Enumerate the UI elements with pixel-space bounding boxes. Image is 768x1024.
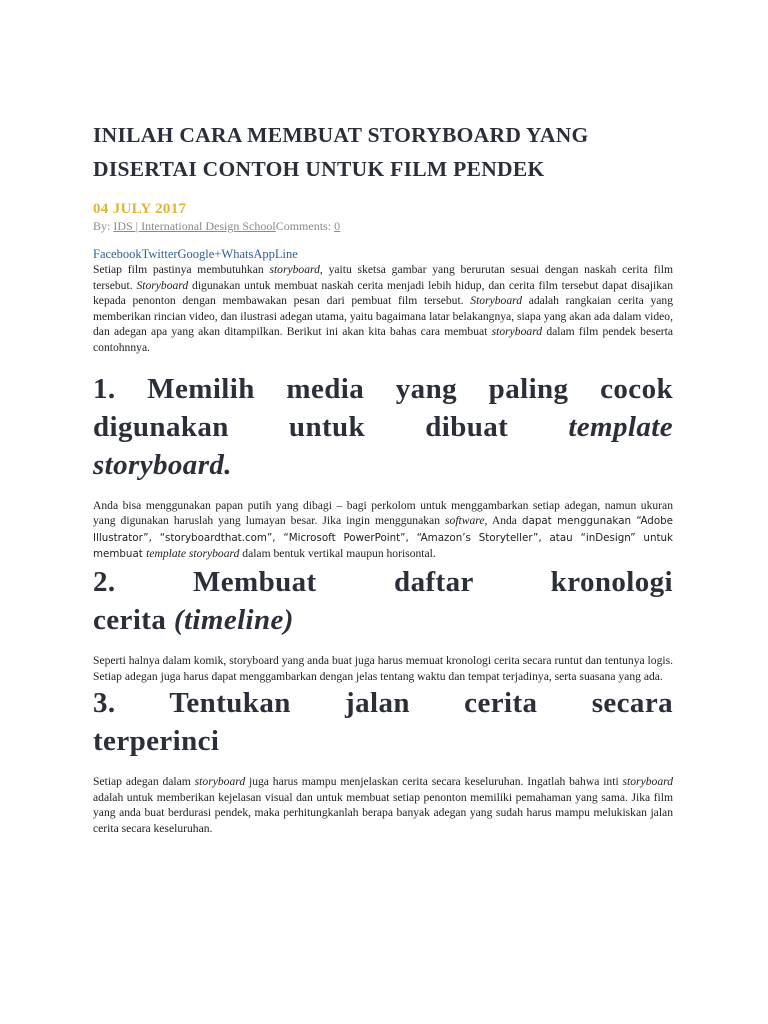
section-1-heading-line: 1. Memilih media yang paling cocok bbox=[93, 372, 673, 405]
section-1-emphasis: software bbox=[445, 514, 485, 528]
section-3-emphasis: storyboard bbox=[194, 775, 246, 789]
byline-prefix: By: bbox=[93, 219, 114, 233]
section-1-heading-line bbox=[93, 446, 673, 484]
section-1-heading-emphasis: storyboard. bbox=[93, 448, 232, 481]
intro-text: adalah rangkaian cerita yang memberikan rincian video, dan ilustrasi adegan utama, yaitu bagaimana latar belakangnya, siapa yang akan ada dalam video, dan adegan apa yang akan ditampilkan. Berikut ini akan kita bahas cara membuat bbox=[93, 294, 673, 339]
share-facebook-link[interactable]: Facebook bbox=[93, 247, 142, 261]
comments-count-link[interactable]: 0 bbox=[334, 219, 341, 233]
intro-paragraph bbox=[93, 262, 673, 356]
section-1-text: dalam bentuk vertikal maupun horisontal. bbox=[239, 547, 436, 561]
comments-label: Comments: bbox=[275, 219, 335, 233]
intro-text: digunakan untuk membuat naskah cerita menjadi lebih hidup, dan cerita film tersebut dapat disajikan kepada penonton dengan membawakan pesan dari pembuat film tersebut. bbox=[93, 278, 673, 308]
section-2-heading bbox=[93, 563, 673, 639]
share-whatsapp-link[interactable]: WhatsApp bbox=[221, 247, 275, 261]
section-1-text: Anda bisa menggunakan papan putih yang dibagi – bagi perkolom untuk menggambarkan setiap adegan, namun ukuran yang digunakan haruslah yang lumayan besar. Jika ingin menggunakan bbox=[93, 498, 673, 528]
section-2-heading-line: 2. Membuat daftar kronologi bbox=[93, 565, 673, 598]
section-3-text: juga harus mampu menjelaskan cerita secara keseluruhan. Ingatlah bahwa inti bbox=[245, 775, 623, 789]
section-3-text: adalah untuk memberikan kejelasan visual dan untuk membuat setiap penonton memiliki pemahaman yang sama. Jika film yang anda buat berdurasi pendek, maka perhitungkanlah berapa banyak adegan yang sudah harus mampu melukiskan jalan cerita secara keseluruhan. bbox=[93, 790, 673, 835]
article-title-line1: INILAH CARA MEMBUAT STORYBOARD YANG bbox=[93, 123, 589, 147]
intro-text: Setiap film pastinya membutuhkan bbox=[93, 263, 270, 276]
intro-emphasis: storyboard bbox=[491, 325, 543, 339]
section-3-heading bbox=[93, 684, 673, 760]
intro-emphasis: Storyboard bbox=[136, 278, 189, 292]
section-1-heading bbox=[93, 370, 673, 484]
section-3-heading-line: terperinci bbox=[93, 725, 220, 758]
section-3-heading-line: 3. Tentukan jalan cerita secara bbox=[93, 687, 673, 720]
intro-text: yaitu sketsa gambar yang berurutan sesuai dengan naskah cerita film tersebut. bbox=[93, 263, 673, 292]
intro-text: dalam film pendek beserta contohnnya. bbox=[93, 325, 673, 354]
section-2-body: Seperti halnya dalam komik, storyboard yang anda buat juga harus memuat kronologi cerita secara runtut dan tentunya logis. Setiap adegan juga harus dapat menggambarkan dengan jelas tentang waktu dan tempat terjadinya, serta suasana yang ada. bbox=[93, 653, 673, 683]
section-1-text: , Anda bbox=[484, 514, 522, 528]
section-1-sans-text: dapat menggunakan “Adobe Illustrator”, “storyboardthat.com”, “Microsoft PowerPoint”, “Amazon’s Storyteller”, atau “inDesign” untuk membuat bbox=[93, 515, 674, 561]
section-3-emphasis: storyboard bbox=[622, 775, 673, 789]
publish-date: 04 JULY 2017 bbox=[93, 201, 187, 217]
section-2-heading-line bbox=[93, 601, 673, 639]
section-1-heading-text: digunakan untuk dibuat bbox=[93, 410, 569, 443]
section-3-body bbox=[93, 774, 673, 836]
author-link[interactable]: IDS | International Design School bbox=[113, 219, 276, 233]
section-1-heading-emphasis: template bbox=[568, 410, 673, 443]
section-1-body bbox=[93, 498, 673, 563]
share-line-link[interactable]: Line bbox=[274, 247, 298, 261]
section-1-emphasis: template storyboard bbox=[146, 547, 240, 561]
article-title bbox=[93, 118, 673, 186]
share-twitter-link[interactable]: Twitter bbox=[141, 247, 178, 261]
section-1-heading-line bbox=[93, 408, 673, 446]
section-2-heading-text: cerita bbox=[93, 603, 174, 636]
article-title-line2: DISERTAI CONTOH UNTUK FILM PENDEK bbox=[93, 157, 545, 181]
share-googleplus-link[interactable]: Google+ bbox=[177, 247, 222, 261]
byline bbox=[93, 218, 673, 234]
intro-emphasis: Storyboard bbox=[470, 294, 523, 308]
section-2-heading-emphasis: (timeline) bbox=[173, 603, 294, 636]
intro-emphasis: storyboard, bbox=[269, 263, 323, 276]
share-links bbox=[93, 246, 673, 262]
section-3-text: Setiap adegan dalam bbox=[93, 775, 195, 789]
